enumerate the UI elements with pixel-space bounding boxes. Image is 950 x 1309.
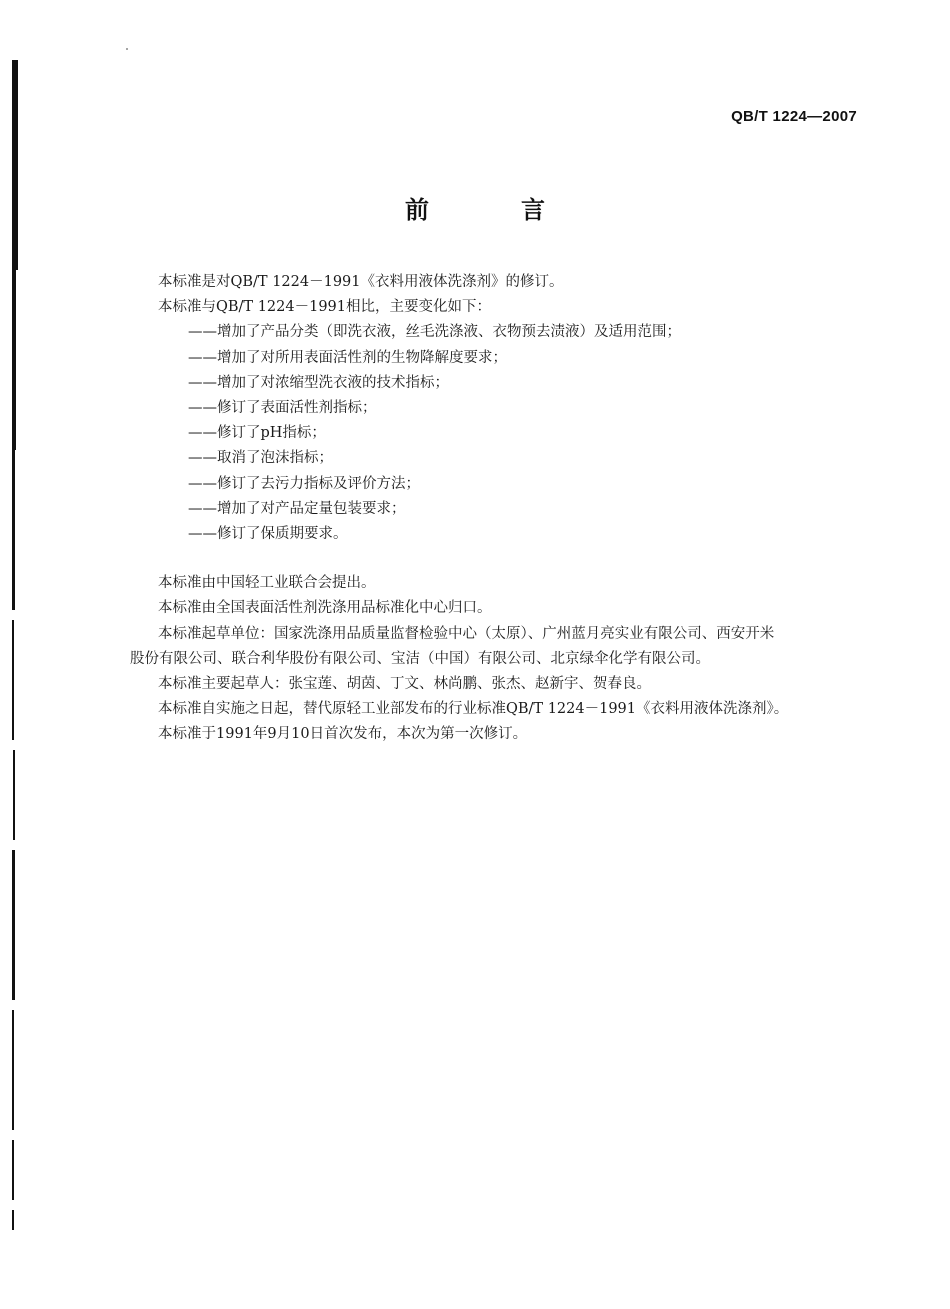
- paragraph-administrator: 本标准由全国表面活性剂洗涤用品标准化中心归口。: [158, 600, 492, 617]
- standard-code: QB/T 1224—2007: [731, 108, 857, 125]
- change-item: ——增加了对所用表面活性剂的生物降解度要求；: [188, 349, 507, 366]
- change-item: ——修订了pH指标；: [188, 425, 326, 442]
- paragraph-replacement: 本标准自实施之日起，替代原轻工业部发布的行业标准QB/T 1224－1991《衣料用液体洗涤剂》。: [158, 701, 789, 718]
- paragraph-drafting-units: [130, 622, 858, 672]
- paragraph-history: 本标准于1991年9月10日首次发布，本次为第一次修订。: [158, 726, 528, 743]
- change-item: ——修订了去污力指标及评价方法；: [188, 475, 420, 492]
- change-item: ——增加了对产品定量包装要求；: [188, 500, 406, 517]
- change-item: ——取消了泡沫指标；: [188, 450, 333, 467]
- paragraph-changes-intro: 本标准与QB/T 1224－1991相比，主要变化如下：: [158, 299, 492, 316]
- page-title: 前 言: [405, 196, 579, 224]
- paragraph-proposer: 本标准由中国轻工业联合会提出。: [158, 575, 376, 592]
- foreword-body: [130, 270, 858, 748]
- paragraph-revision: 本标准是对QB/T 1224－1991《衣料用液体洗涤剂》的修订。: [158, 274, 564, 290]
- paragraph-drafters: 本标准主要起草人：张宝莲、胡茵、丁文、林尚鹏、张杰、赵新宇、贺春良。: [158, 676, 651, 693]
- scan-edge: [12, 60, 20, 1230]
- drafting-units-line2: 股份有限公司、联合利华股份有限公司、宝洁（中国）有限公司、北京绿伞化学有限公司。: [130, 650, 710, 667]
- change-item: ——增加了产品分类（即洗衣液，丝毛洗涤液、衣物预去渍液）及适用范围；: [188, 324, 681, 341]
- drafting-units-line1: 本标准起草单位：国家洗涤用品质量监督检验中心（太原）、广州蓝月亮实业有限公司、西安开米: [158, 625, 775, 642]
- scan-speck: [126, 48, 128, 50]
- change-item: ——修订了保质期要求。: [188, 526, 348, 543]
- change-item: ——增加了对浓缩型洗衣液的技术指标；: [188, 374, 449, 391]
- change-item: ——修订了表面活性剂指标；: [188, 400, 377, 417]
